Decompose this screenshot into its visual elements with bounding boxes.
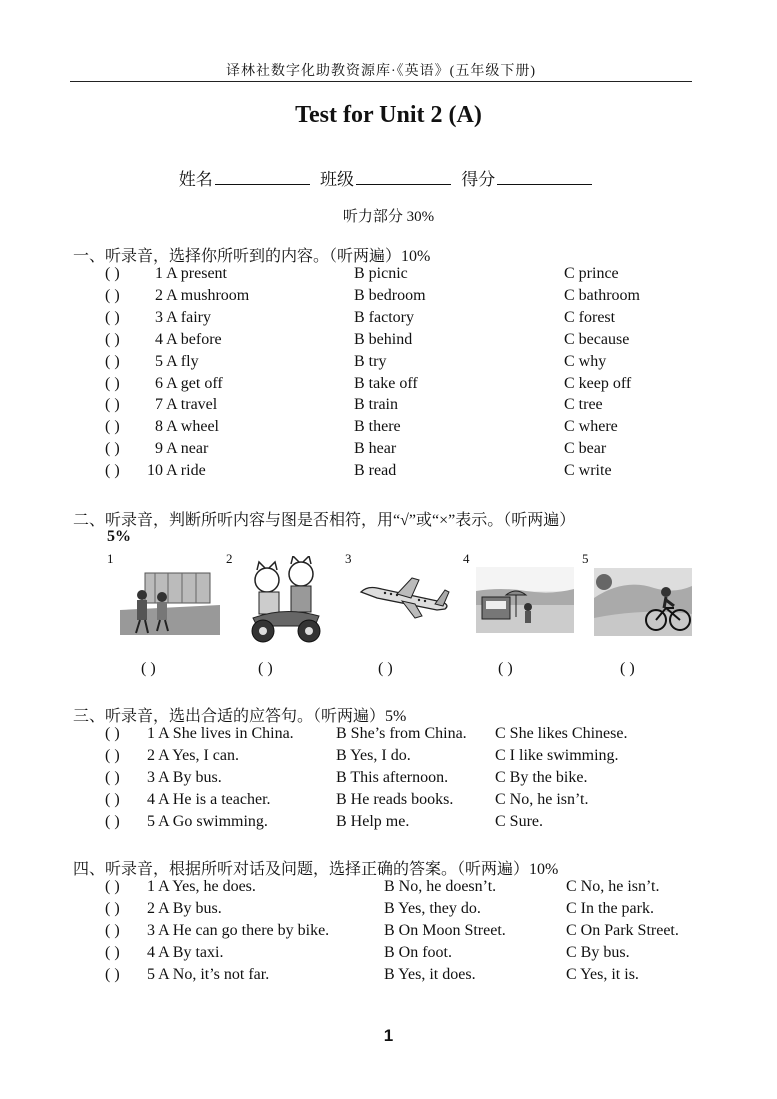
- option-c: C because: [564, 330, 630, 348]
- option-b: B factory: [354, 308, 414, 326]
- answer-blank[interactable]: ( ): [105, 746, 120, 764]
- answer-blank[interactable]: ( ): [105, 725, 120, 742]
- option-b: B This afternoon.: [336, 768, 449, 786]
- option-a: 3 A He can go there by bike.: [147, 921, 330, 939]
- header-divider: [70, 81, 692, 82]
- option-a: 10 A ride: [147, 462, 206, 480]
- section-2-heading: 二、听录音，判断所听内容与图是否相符，用“√”或“×”表示。（听两遍）: [73, 512, 576, 529]
- option-b: B She’s from China.: [336, 725, 467, 742]
- option-b: B take off: [354, 374, 418, 392]
- option-c: C Yes, it is.: [566, 965, 639, 983]
- option-b: B train: [354, 396, 398, 414]
- answer-blank[interactable]: ( ): [105, 396, 120, 414]
- option-b: B bedroom: [354, 286, 426, 304]
- option-c: C keep off: [564, 374, 632, 392]
- picture-answer-blank[interactable]: ( ): [258, 660, 273, 677]
- option-a: 1 A present: [155, 265, 227, 282]
- option-a: 6 A get off: [155, 374, 223, 392]
- option-a: 3 A fairy: [155, 308, 211, 326]
- answer-blank[interactable]: ( ): [105, 418, 120, 436]
- option-b: B Yes, I do.: [336, 746, 411, 764]
- section-1-heading: 一、听录音，选择你所听到的内容。（听两遍）10%: [73, 248, 431, 265]
- student-info: [0, 165, 777, 190]
- option-b: B try: [354, 352, 387, 370]
- option-a: 8 A wheel: [155, 418, 219, 436]
- picture-answer-blank[interactable]: ( ): [498, 660, 513, 677]
- answer-blank[interactable]: ( ): [105, 330, 120, 348]
- option-a: 3 A By bus.: [147, 768, 222, 786]
- picture-beach-scene: [476, 567, 574, 633]
- picture-people-walking: [120, 565, 220, 635]
- section-4-heading: 四、听录音，根据所听对话及问题，选择正确的答案。（听两遍）10%: [73, 861, 559, 878]
- section-2-heading-score: 5%: [107, 528, 131, 545]
- answer-blank[interactable]: ( ): [105, 899, 120, 917]
- answer-blank[interactable]: ( ): [105, 943, 120, 961]
- option-c: C forest: [564, 308, 616, 326]
- option-b: B Yes, they do.: [384, 899, 481, 917]
- picture-number: 5: [582, 551, 589, 566]
- answer-blank[interactable]: ( ): [105, 352, 120, 370]
- picture-answer-blank[interactable]: ( ): [378, 660, 393, 677]
- option-a: 2 A By bus.: [147, 899, 222, 917]
- option-b: B there: [354, 418, 401, 436]
- answer-blank[interactable]: ( ): [105, 462, 120, 480]
- answer-blank[interactable]: ( ): [105, 878, 120, 895]
- option-c: C bathroom: [564, 286, 640, 304]
- option-a: 1 A Yes, he does.: [147, 878, 256, 895]
- answer-blank[interactable]: ( ): [105, 812, 120, 830]
- page-header: 译林社数字化助教资源库·《英语》(五年级下册): [226, 64, 536, 79]
- option-b: B hear: [354, 440, 397, 458]
- option-a: 2 A Yes, I can.: [147, 746, 240, 764]
- section-3-heading: 三、听录音，选出合适的应答句。（听两遍）5%: [73, 708, 407, 725]
- answer-blank[interactable]: ( ): [105, 265, 120, 282]
- option-b: B No, he doesn’t.: [384, 878, 497, 895]
- option-c: C Sure.: [495, 812, 543, 830]
- picture-number: 1: [107, 551, 114, 566]
- picture-number: 2: [226, 551, 233, 566]
- option-c: C write: [564, 462, 612, 480]
- option-c: C In the park.: [566, 899, 654, 917]
- option-a: 5 A Go swimming.: [147, 812, 268, 830]
- option-c: C No, he isn’t.: [566, 878, 660, 895]
- picture-airplane: [357, 572, 452, 622]
- answer-blank[interactable]: ( ): [105, 965, 120, 983]
- option-b: B He reads books.: [336, 790, 454, 808]
- option-a: 2 A mushroom: [155, 286, 250, 304]
- picture-number: 4: [463, 551, 470, 566]
- option-b: B On Moon Street.: [384, 921, 506, 939]
- picture-boy-cycling: [594, 568, 692, 636]
- option-c: C why: [564, 352, 607, 370]
- option-c: C No, he isn’t.: [495, 790, 589, 808]
- picture-answer-blank[interactable]: ( ): [620, 660, 635, 677]
- answer-blank[interactable]: ( ): [105, 286, 120, 304]
- option-c: C She likes Chinese.: [495, 725, 628, 742]
- listening-part-label: 听力部分 30%: [342, 209, 435, 225]
- score-field[interactable]: [497, 168, 592, 185]
- option-c: C where: [564, 418, 618, 436]
- answer-blank[interactable]: ( ): [105, 768, 120, 786]
- picture-answer-blank[interactable]: ( ): [141, 660, 156, 677]
- option-b: B picnic: [354, 265, 408, 282]
- name-field[interactable]: [215, 168, 310, 185]
- answer-blank[interactable]: ( ): [105, 440, 120, 458]
- option-a: 4 A before: [155, 330, 222, 348]
- answer-blank[interactable]: ( ): [105, 374, 120, 392]
- option-a: 4 A He is a teacher.: [147, 790, 271, 808]
- option-b: B behind: [354, 330, 413, 348]
- option-c: C tree: [564, 396, 603, 414]
- option-c: C I like swimming.: [495, 746, 619, 764]
- option-b: B Help me.: [336, 812, 410, 830]
- name-label: 姓名: [178, 170, 213, 189]
- option-c: C bear: [564, 440, 607, 458]
- score-label: 得分: [461, 170, 496, 189]
- option-b: B read: [354, 462, 397, 480]
- option-c: C prince: [564, 265, 619, 282]
- answer-blank[interactable]: ( ): [105, 308, 120, 326]
- option-a: 9 A near: [155, 440, 209, 458]
- option-b: B On foot.: [384, 943, 452, 961]
- option-c: C By the bike.: [495, 768, 588, 786]
- option-a: 4 A By taxi.: [147, 943, 224, 961]
- class-field[interactable]: [356, 168, 451, 185]
- page-title: Test for Unit 2 (A): [295, 102, 482, 128]
- class-label: 班级: [320, 170, 354, 189]
- page-number: 1: [383, 1026, 394, 1045]
- option-a: 5 A fly: [155, 352, 199, 370]
- option-a: 5 A No, it’s not far.: [147, 965, 270, 983]
- option-c: C On Park Street.: [566, 921, 679, 939]
- option-a: 7 A travel: [155, 396, 218, 414]
- answer-blank[interactable]: ( ): [105, 790, 120, 808]
- picture-number: 3: [345, 551, 352, 566]
- answer-blank[interactable]: ( ): [105, 921, 120, 939]
- option-b: B Yes, it does.: [384, 965, 476, 983]
- option-c: C By bus.: [566, 943, 630, 961]
- picture-cats-on-motorbike: [245, 556, 327, 646]
- option-a: 1 A She lives in China.: [147, 725, 294, 742]
